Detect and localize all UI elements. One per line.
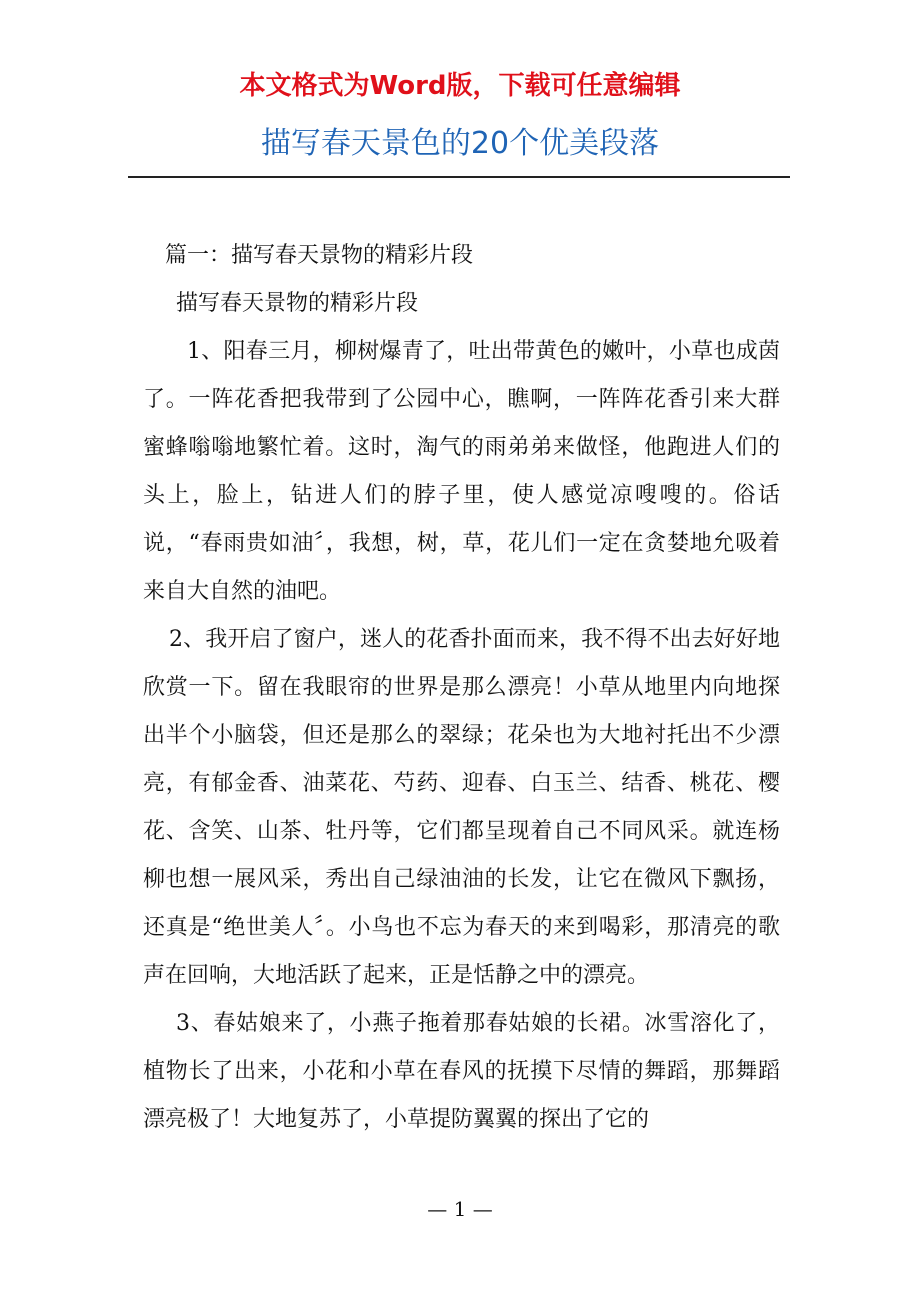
document-title: 描写春天景色的20个优美段落 xyxy=(260,126,660,161)
format-notice-banner: 本文格式为Word版，下载可任意编辑 xyxy=(239,71,681,101)
paragraph-1: 1、阳春三月，柳树爆青了，吐出带黄色的嫩叶，小草也成茵了。一阵花香把我带到了公园中心，瞧啊，一阵阵花香引来大群蜜蜂嗡嗡地繁忙着。这时，淘气的雨弟弟来做怪，他跑进人们的头上，脸上，钻进人们的脖子里，使人感觉凉嗖嗖的。俗话说，“春雨贵如油〞，我想，树，草，花儿们一定在贪婪地允吸着来自大自然的油吧。 xyxy=(143,339,780,604)
document-body xyxy=(143,232,780,1144)
paragraph-3: 3、春姑娘来了，小燕子拖着那春姑娘的长裙。冰雪溶化了，植物长了出来，小花和小草在春风的抚摸下尽情的舞蹈，那舞蹈漂亮极了！大地复苏了，小草提防翼翼的探出了它的 xyxy=(143,1011,780,1132)
page-number: — 1 — xyxy=(427,1197,493,1221)
title-divider xyxy=(128,176,790,178)
paragraph-2: 2、我开启了窗户，迷人的花香扑面而来，我不得不出去好好地欣赏一下。留在我眼帘的世界是那么漂亮！小草从地里内向地探出半个小脑袋，但还是那么的翠绿；花朵也为大地衬托出不少漂亮，有郁金香、油菜花、芍药、迎春、白玉兰、结香、桃花、樱花、含笑、山茶、牡丹等，它们都呈现着自己不同风采。就连杨柳也想一展风采，秀出自己绿油油的长发，让它在微风下飘扬，还真是“绝世美人〞。小鸟也不忘为春天的来到喝彩，那清亮的歌声在回响，大地活跃了起来，正是恬静之中的漂亮。 xyxy=(143,627,780,988)
section-heading: 篇一：描写春天景物的精彩片段 xyxy=(165,243,474,268)
sub-heading: 描写春天景物的精彩片段 xyxy=(176,291,419,316)
